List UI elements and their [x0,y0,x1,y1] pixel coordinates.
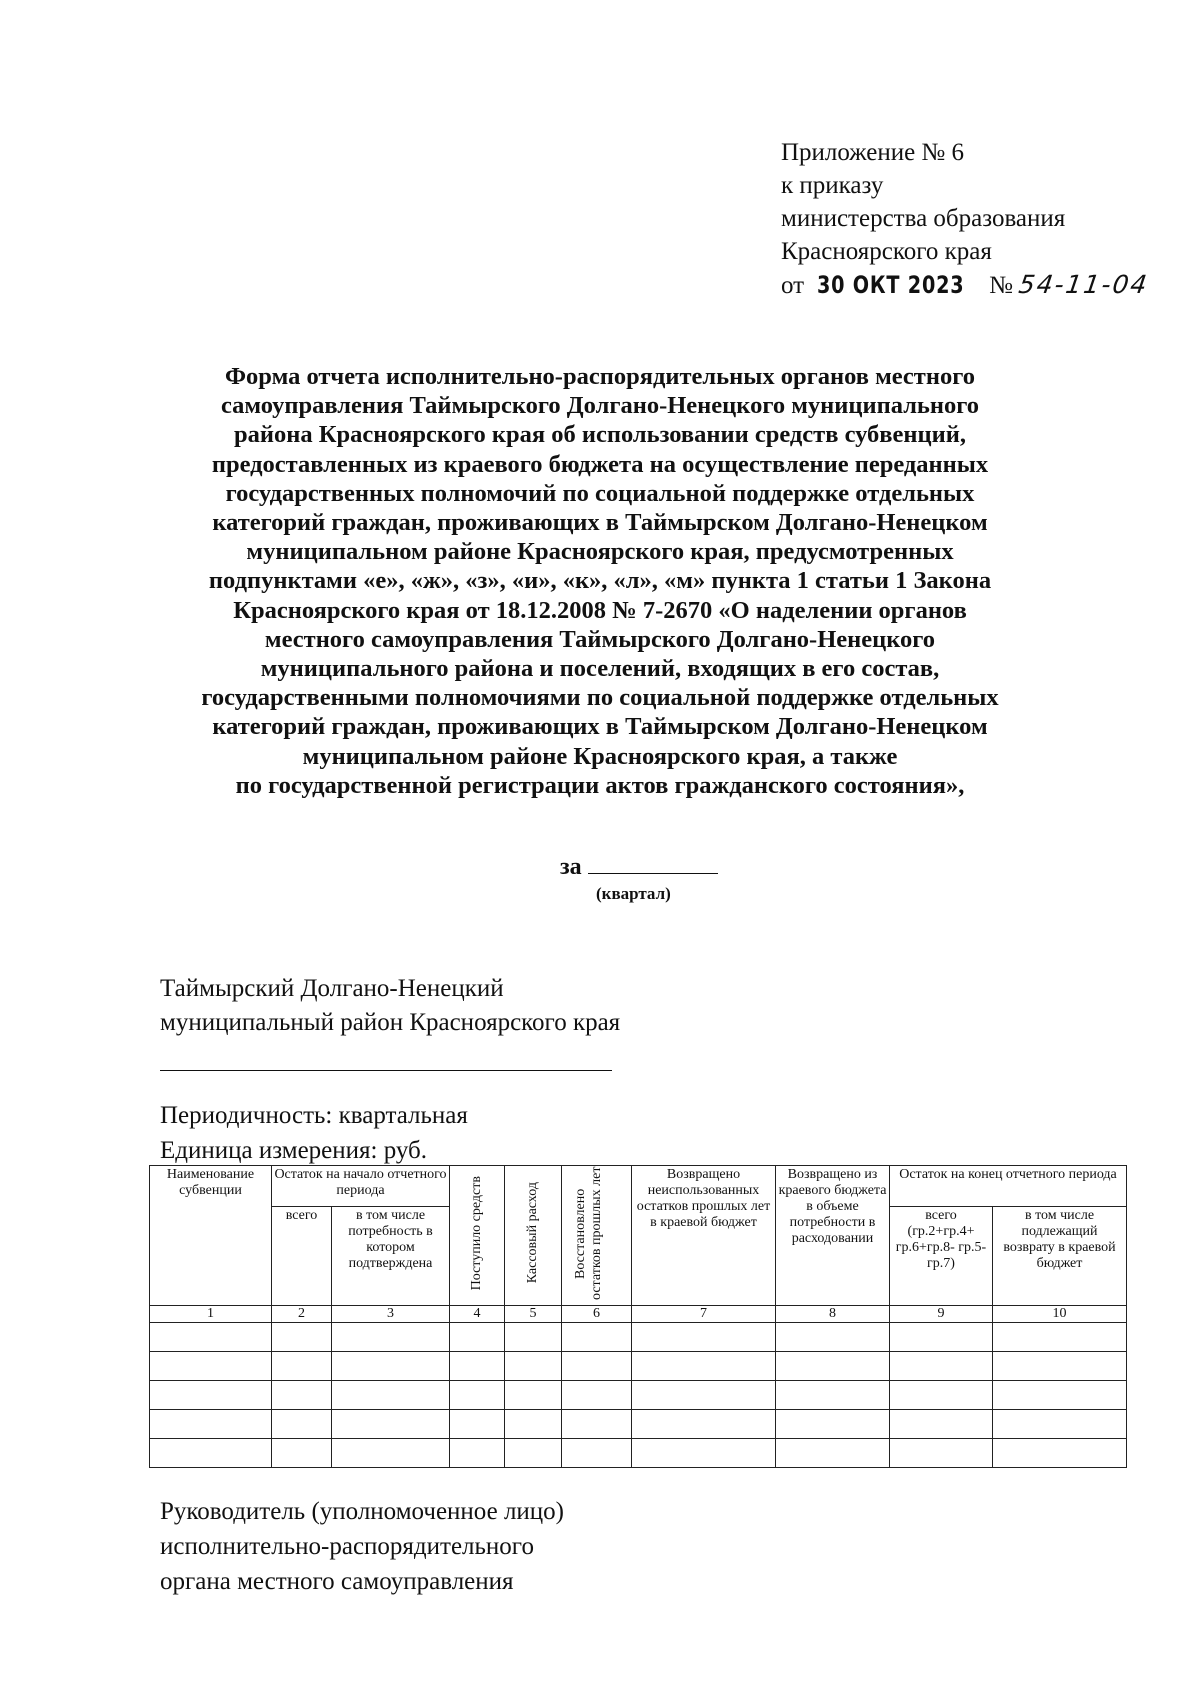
appendix-date-line [781,268,1181,302]
report-table [149,1165,1127,1468]
title-line: самоуправления Таймырского Долгано-Ненецкого муниципального [220,392,980,420]
reporting-period-line [560,851,718,881]
table-body [150,1323,1127,1468]
column-number: 6 [562,1306,632,1323]
table-cell[interactable] [272,1323,332,1352]
unit-label: Единица измерения: руб. [160,1137,428,1164]
header-end-balance: Остаток на конец отчетного периода [890,1166,1127,1207]
appendix-number-label: № [989,272,1014,299]
table-row [150,1381,1127,1410]
table-cell[interactable] [505,1439,562,1468]
title-line: Форма отчета исполнительно-распорядительных органов местного [225,363,975,390]
header-start-total: всего [272,1207,332,1306]
table-cell[interactable] [776,1410,890,1439]
title-line: района Красноярского края об использовании средств субвенций, [234,421,966,449]
signature-line: исполнительно-распорядительного [160,1533,534,1560]
table-cell[interactable] [332,1323,450,1352]
report-meta [160,1098,468,1168]
table-cell[interactable] [890,1439,993,1468]
table-cell[interactable] [450,1381,505,1410]
table-cell[interactable] [890,1323,993,1352]
table-cell[interactable] [272,1352,332,1381]
header-end-return: в том числе подлежащий возврату в краевой бюджет [993,1207,1127,1306]
table-cell[interactable] [332,1439,450,1468]
table-cell[interactable] [776,1352,890,1381]
appendix-ministry: министерства образования [781,205,1066,232]
table-cell[interactable] [505,1410,562,1439]
table-row [150,1410,1127,1439]
form-title [150,362,1050,800]
title-line: муниципального района и поселений, входящих в его состав, [260,655,940,683]
table-cell[interactable] [890,1381,993,1410]
table-row [150,1352,1127,1381]
handwritten-order-number: 54-11-04 [1017,270,1151,299]
table-cell[interactable] [562,1439,632,1468]
title-line: подпунктами «е», «ж», «з», «и», «к», «л», «м» пункта 1 статьи 1 Закона [208,567,992,595]
table-cell[interactable] [993,1381,1127,1410]
appendix-block [781,136,1181,302]
header-end-total: всего (гр.2+гр.4+ гр.6+гр.8- гр.5-гр.7) [890,1207,993,1306]
table-cell[interactable] [562,1352,632,1381]
header-start-confirmed: в том числе потребность в котором подтверждена [332,1207,450,1306]
signature-block [160,1494,564,1599]
signature-line: Руководитель (уполномоченное лицо) [160,1498,565,1525]
title-line: предоставленных из краевого бюджета на осуществление переданных [211,450,989,478]
period-caption: (квартал) [596,884,671,903]
table-cell[interactable] [150,1410,272,1439]
table-cell[interactable] [505,1352,562,1381]
column-number: 7 [632,1306,776,1323]
title-line: муниципальном районе Красноярского края, предусмотренных [246,538,954,566]
column-number: 8 [776,1306,890,1323]
table-cell[interactable] [632,1352,776,1381]
table-cell[interactable] [272,1439,332,1468]
header-returned-prev: Возвращено неиспользованных остатков прошлых лет в краевой бюджет [632,1166,776,1306]
header-cash-expense: Кассовый расход [505,1166,562,1306]
column-number: 1 [150,1306,272,1323]
column-number: 3 [332,1306,450,1323]
title-line: местного самоуправления Таймырского Долгано-Ненецкого [264,625,936,653]
table-cell[interactable] [450,1323,505,1352]
period-blank-field[interactable] [588,851,718,874]
header-returned-from: Возвращено из краевого бюджета в объеме потребности в расходовании [776,1166,890,1306]
table-cell[interactable] [450,1352,505,1381]
header-restored: Восстановлено остатков прошлых лет [562,1166,632,1306]
table-cell[interactable] [993,1323,1127,1352]
table-cell[interactable] [890,1410,993,1439]
title-line: Красноярского края от 18.12.2008 № 7-2670 «О наделении органов [233,596,967,624]
appendix-order-ref: к приказу [781,172,884,199]
column-number: 2 [272,1306,332,1323]
table-cell[interactable] [505,1323,562,1352]
title-line: государственными полномочиями по социальной поддержке отдельных [201,684,999,712]
header-subvention-name: Наименование субвенции [150,1166,272,1306]
appendix-from-label: от [781,272,805,299]
periodicity-label: Периодичность: квартальная [160,1102,468,1129]
table-row [150,1439,1127,1468]
table-cell[interactable] [272,1381,332,1410]
table-cell[interactable] [450,1410,505,1439]
header-received: Поступило средств [450,1166,505,1306]
table-cell[interactable] [505,1381,562,1410]
table-cell[interactable] [150,1323,272,1352]
period-prefix: за [560,854,582,880]
column-number: 5 [505,1306,562,1323]
district-line: муниципальный район Красноярского края [160,1009,621,1036]
column-number: 10 [993,1306,1127,1323]
header-start-balance: Остаток на начало отчетного периода [272,1166,450,1207]
table-cell[interactable] [776,1323,890,1352]
title-line: муниципальном районе Красноярского края, а также [302,742,898,770]
table-cell[interactable] [450,1439,505,1468]
signature-line: органа местного самоуправления [160,1568,514,1595]
table-cell[interactable] [332,1410,450,1439]
title-line: по государственной регистрации актов гражданского состояния», [235,771,965,799]
table-cell[interactable] [776,1439,890,1468]
column-number: 9 [890,1306,993,1323]
table-cell[interactable] [150,1439,272,1468]
district-block [160,972,620,1040]
column-number: 4 [450,1306,505,1323]
table-cell[interactable] [632,1323,776,1352]
table-cell[interactable] [890,1352,993,1381]
appendix-title: Приложение № 6 [781,139,965,166]
title-line: категорий граждан, проживающих в Таймырском Долгано-Ненецком [212,509,988,537]
district-line: Таймырский Долгано-Ненецкий [160,975,504,1002]
table-cell[interactable] [632,1381,776,1410]
date-stamp: 30 ОКТ 2023 [816,271,965,299]
district-underline [160,1070,612,1071]
title-line: категорий граждан, проживающих в Таймырском Долгано-Ненецком [212,713,988,741]
column-number-row [150,1306,1127,1323]
table-row [150,1323,1127,1352]
table-cell[interactable] [562,1381,632,1410]
table-cell[interactable] [332,1381,450,1410]
table-cell[interactable] [332,1352,450,1381]
table-cell[interactable] [562,1410,632,1439]
table-cell[interactable] [272,1410,332,1439]
title-line: государственных полномочий по социальной поддержке отдельных [225,479,975,507]
table-cell[interactable] [993,1410,1127,1439]
table-cell[interactable] [562,1323,632,1352]
appendix-region: Красноярского края [781,238,992,265]
table-cell[interactable] [150,1381,272,1410]
table-cell[interactable] [150,1352,272,1381]
table-cell[interactable] [993,1352,1127,1381]
table-cell[interactable] [632,1410,776,1439]
table-cell[interactable] [776,1381,890,1410]
table-cell[interactable] [993,1439,1127,1468]
table-cell[interactable] [632,1439,776,1468]
